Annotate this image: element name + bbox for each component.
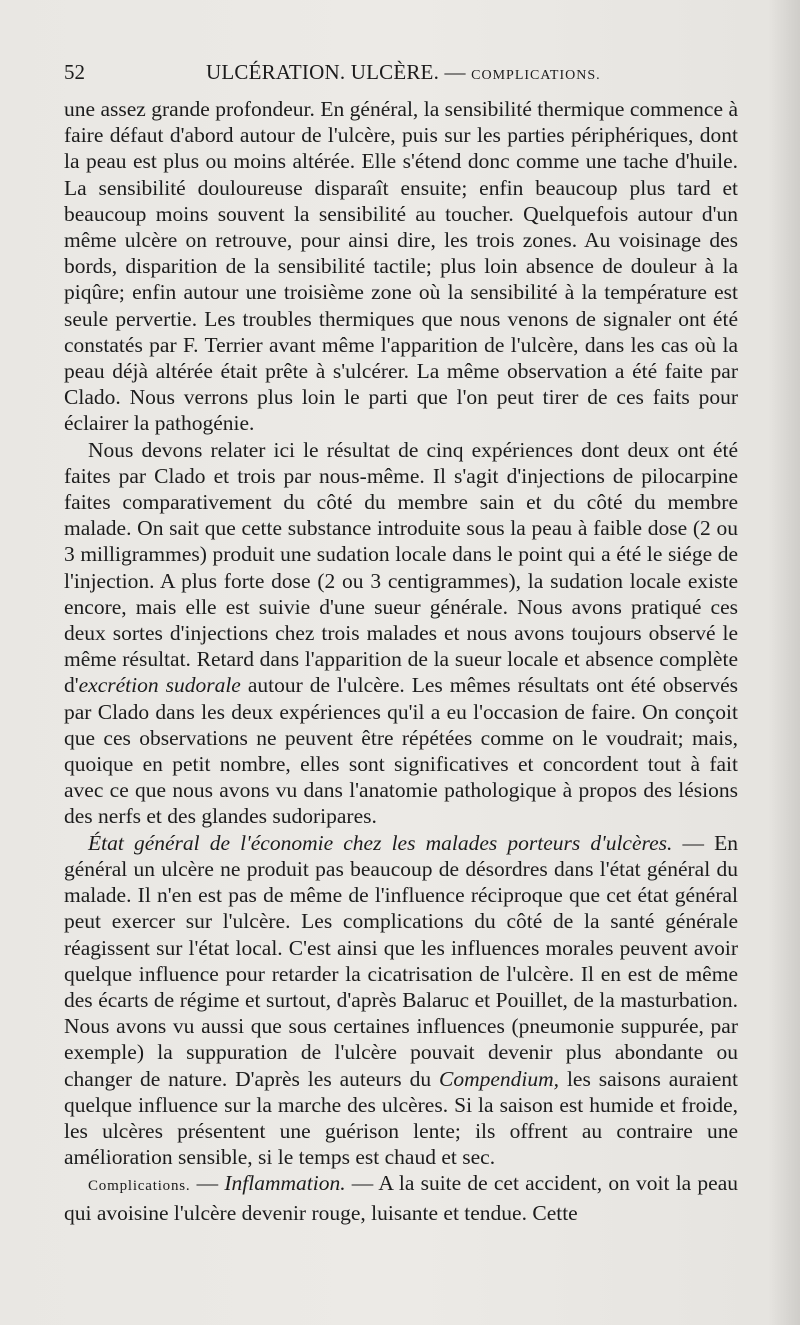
running-title-main: ULCÉRATION. ULCÈRE. — bbox=[206, 60, 466, 84]
paragraph-complications bbox=[64, 1170, 738, 1225]
paragraph-etat-general-text-a: — En général un ulcère ne produit pas beaucoup de désordres dans l'état général du malade. Il n'en est pas de même de l'influence réciproque que cet état général peut exercer sur l'ulcère. Les complications du côté de la santé générale réagissent sur l'état local. C'est ainsi que les influences morales peuvent avoir quelque influence pour retarder la cicatrisation de l'ulcère. Il en est de même des écarts de régime et surtout, d'après Balaruc et Pouillet, de la masturbation. Nous avons vu aussi que sous certaines influences (pneumonie suppurée, par exemple) la suppuration de l'ulcère pouvait devenir plus abondante ou changer de nature. D'après les auteurs du bbox=[64, 830, 738, 1091]
page-header bbox=[64, 60, 736, 88]
running-title bbox=[206, 60, 601, 85]
section-heading-etat-general: État général de l'économie chez les malades porteurs d'ulcères. bbox=[88, 830, 673, 855]
body-text bbox=[64, 96, 738, 1226]
paragraph-complications-text: — A la suite de cet accident, on voit la peau qui avoisine l'ulcère devenir rouge, luisante et tendue. Cette bbox=[64, 1171, 738, 1225]
complications-dash: — bbox=[190, 1171, 225, 1196]
paragraph-sensibility: une assez grande profondeur. En général, la sensibilité thermique commence à faire défaut d'abord autour de l'ulcère, puis sur les parties périphériques, dont la peau est plus ou moins altérée. Elle s'étend donc comme une tache d'huile. La sensibilité douloureuse disparaît ensuite; enfin beaucoup plus tard et beaucoup moins souvent la sensibilité au toucher. Quelquefois autour d'un même ulcère on retrouve, pour ainsi dire, les trois zones. Au voisinage des bords, disparition de la sensibilité tactile; plus loin absence de douleur à la piqûre; enfin autour une troisième zone où la sensibilité à la température est seule pervertie. Les troubles thermiques que nous venons de signaler ont été constatés par F. Terrier avant même l'apparition de l'ulcère, dans les cas où la peau déjà altérée était prête à s'ulcérer. La même observation a été faite par Clado. Nous verrons plus loin le parti que l'on peut tirer de ces faits pour éclairer la pathogénie. bbox=[64, 97, 738, 436]
emphasis-excretion-sudorale: excrétion sudorale bbox=[78, 673, 241, 698]
section-label-complications: Complications. bbox=[88, 1178, 191, 1195]
emphasis-compendium: Compendium, bbox=[439, 1066, 560, 1091]
running-title-section: COMPLICATIONS. bbox=[471, 68, 601, 83]
paragraph-etat-general-text-b: les saisons auraient quelque influence sur la marche des ulcères. Si la saison est humide et froide, les ulcères présentent une guérison lente; ils offrent au contraire une amélioration sensible, si le temps est chaud et sec. bbox=[64, 1066, 738, 1170]
paragraph-pilocarpine-text-b: autour de l'ulcère. Les mêmes résultats ont été observés par Clado dans les deux expériences qu'il a eu l'occasion de faire. On conçoit que ces observations ne peuvent être répétées comme on le voudrait; mais, quoique en petit nombre, elles sont significatives et concordent tout à fait avec ce que nous avons vu dans l'anatomie pathologique à propos des lésions des nerfs et des glandes sudoripares. bbox=[64, 673, 738, 829]
paragraph-etat-general bbox=[64, 830, 738, 1171]
page-number: 52 bbox=[64, 60, 85, 84]
paragraph-pilocarpine bbox=[64, 437, 738, 830]
paragraph-pilocarpine-text-a: Nous devons relater ici le résultat de cinq expériences dont deux ont été faites par Clado et trois par nous-même. Il s'agit d'injections de pilocarpine faites comparativement du côté du membre sain et du côté du membre malade. On sait que cette substance introduite sous la peau à faible dose (2 ou 3 milligrammes) produit une sudation locale dans le point qui a été le siége de l'injection. A plus forte dose (2 ou 3 centigrammes), la sudation locale existe encore, mais elle est suivie d'une sueur générale. Nous avons pratiqué ces deux sortes d'injections chez trois malades et nous avons toujours observé le même résultat. Retard dans l'apparition de la sueur locale et absence complète d' bbox=[64, 437, 738, 698]
section-heading-inflammation: Inflammation. bbox=[224, 1171, 346, 1196]
